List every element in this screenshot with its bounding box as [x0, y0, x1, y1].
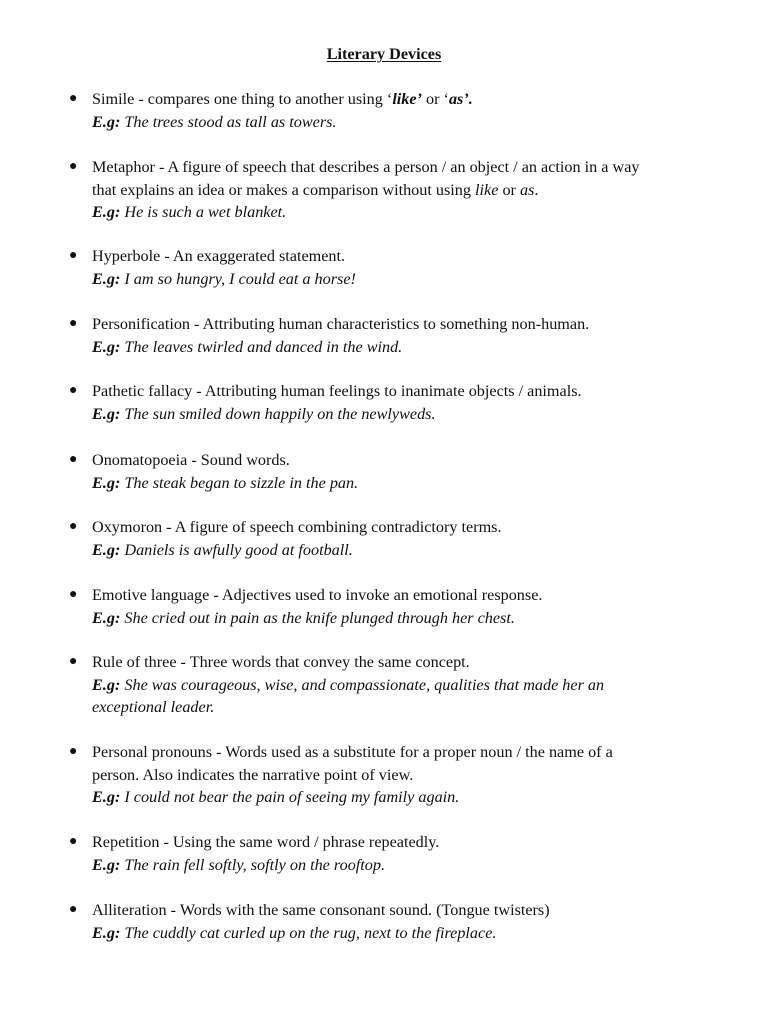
list-item-alliteration — [69, 899, 722, 944]
list-item-emotive-language — [69, 584, 722, 629]
eg-label: E.g: — [92, 473, 121, 492]
bullet-icon: ● — [69, 587, 78, 602]
example: E.g: Daniels is awfully good at football. — [92, 540, 353, 559]
bullet-icon: ● — [69, 834, 78, 849]
eg-label: E.g: — [92, 269, 121, 288]
bullet-icon: ● — [69, 654, 78, 669]
list-item-simile — [69, 88, 722, 133]
bullet-icon: ● — [69, 519, 78, 534]
example: E.g: The rain fell softly, softly on the rooftop. — [92, 855, 386, 874]
eg-label: E.g: — [92, 675, 121, 694]
list-item-pathetic-fallacy — [69, 380, 722, 425]
definition-continued: person. Also indicates the narrative point of view. — [92, 765, 414, 784]
bullet-icon: ● — [69, 902, 78, 917]
page-title: Literary Devices — [326, 45, 442, 63]
example-continued: exceptional leader. — [92, 698, 215, 716]
list-item-oxymoron — [69, 516, 722, 561]
eg-label: E.g: — [92, 788, 121, 806]
eg-label: E.g: — [92, 855, 121, 874]
eg-label: E.g: — [92, 404, 121, 423]
eg-label: E.g: — [92, 540, 121, 559]
definition: Hyperbole - An exaggerated statement. — [92, 247, 346, 265]
bullet-icon: ● — [69, 248, 78, 263]
example: E.g: She was courageous, wise, and compassionate, qualities that made her an — [92, 675, 605, 694]
example: E.g: The leaves twirled and danced in the wind. — [92, 337, 403, 356]
definition: Emotive language - Adjectives used to invoke an emotional response. — [92, 586, 543, 604]
definition: Personal pronouns - Words used as a substitute for a proper noun / the name of a — [92, 743, 613, 761]
example: E.g: The cuddly cat curled up on the rug, next to the fireplace. — [92, 923, 497, 942]
list-item-metaphor — [69, 156, 722, 224]
definition: Oxymoron - A figure of speech combining contradictory terms. — [92, 518, 502, 536]
eg-label: E.g: — [92, 112, 121, 131]
definition: Personification - Attributing human characteristics to something non-human. — [92, 315, 590, 333]
definition: Metaphor - A figure of speech that describes a person / an object / an action in a way — [92, 158, 640, 176]
example: E.g: The sun smiled down happily on the newlyweds. — [92, 404, 436, 423]
definition: Pathetic fallacy - Attributing human feelings to inanimate objects / animals. — [92, 382, 582, 400]
eg-label: E.g: — [92, 608, 121, 627]
example: E.g: I am so hungry, I could eat a horse! — [92, 269, 356, 288]
definition: Alliteration - Words with the same consonant sound. (Tongue twisters) — [92, 901, 550, 919]
definition-continued: that explains an idea or makes a comparison without using like or as. — [92, 180, 539, 199]
definition: Rule of three - Three words that convey the same concept. — [92, 653, 470, 671]
example: E.g: He is such a wet blanket. — [92, 203, 287, 221]
bullet-icon: ● — [69, 159, 78, 174]
example: E.g: She cried out in pain as the knife plunged through her chest. — [92, 608, 515, 627]
eg-label: E.g: — [92, 337, 121, 356]
bullet-icon: ● — [69, 91, 78, 106]
list-item-onomatopoeia — [69, 449, 722, 494]
list-item-hyperbole — [69, 245, 722, 290]
definition: Simile - compares one thing to another using ‘like’ or ‘as’. — [92, 90, 473, 108]
example: E.g: The trees stood as tall as towers. — [92, 112, 337, 131]
definition: Repetition - Using the same word / phrase repeatedly. — [92, 833, 440, 851]
definition: Onomatopoeia - Sound words. — [92, 451, 290, 469]
list-item-rule-of-three — [69, 651, 722, 719]
example: E.g: I could not bear the pain of seeing my family again. — [92, 788, 460, 806]
eg-label: E.g: — [92, 203, 121, 221]
eg-label: E.g: — [92, 923, 121, 942]
example: E.g: The steak began to sizzle in the pan. — [92, 473, 359, 492]
list-item-personification — [69, 313, 722, 358]
list-item-personal-pronouns — [69, 741, 722, 809]
bullet-icon: ● — [69, 383, 78, 398]
bullet-icon: ● — [69, 316, 78, 331]
bullet-icon: ● — [69, 452, 78, 467]
list-item-repetition — [69, 831, 722, 876]
bullet-icon: ● — [69, 744, 78, 759]
